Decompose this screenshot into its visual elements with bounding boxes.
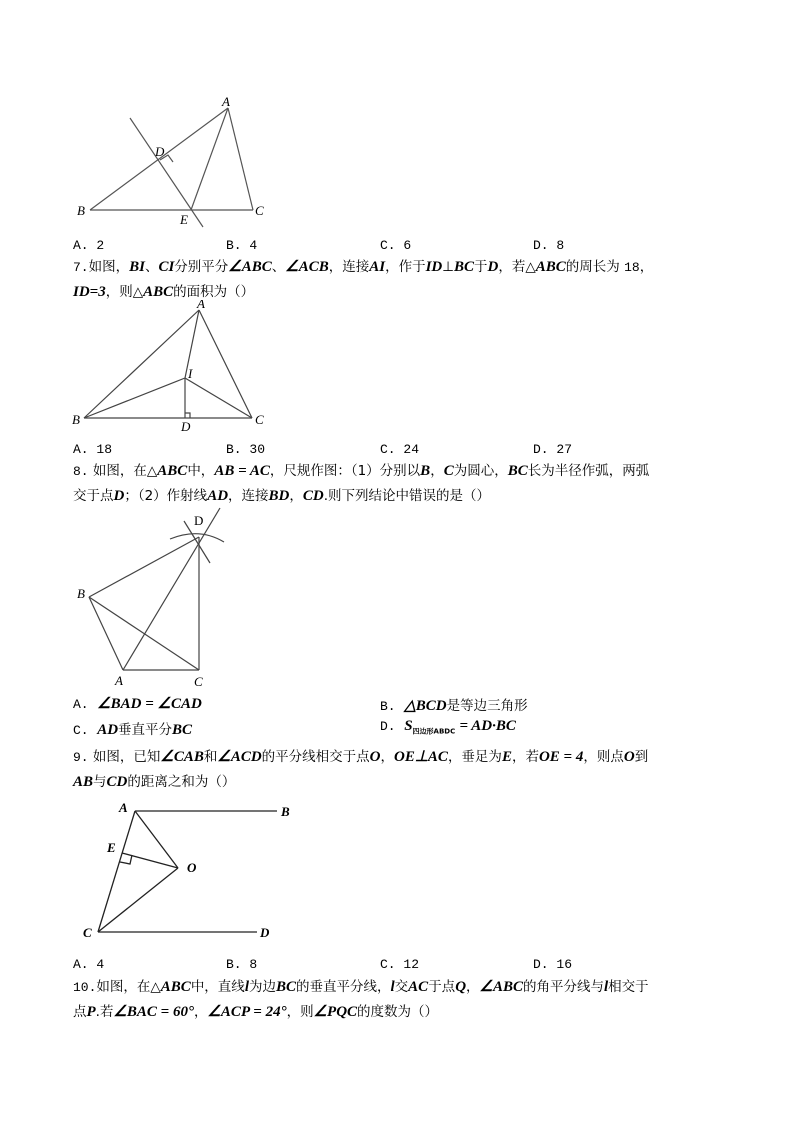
q9-label-d: D [260,925,270,940]
q8-label-a: A [115,673,123,688]
q6-label-d: D [155,144,165,159]
q7-label-b: B [72,412,80,427]
q7-figure [60,300,280,435]
q8-label-c: C [194,674,203,689]
q6-label-b: B [77,203,85,218]
q6-label-e: E [180,212,188,227]
q9-label-e: E [107,840,116,855]
q9-line-1: 9. 如图，已知∠CAB和∠ACD的平分线相交于点O，OE⊥AC，垂足为E，若OE = 4，则点O到 [73,749,649,765]
q8-label-b: B [77,586,85,601]
q8-line-2: 交于点D；（2）作射线AD，连接BD，CD.则下列结论中错误的是（） [73,488,491,504]
q6-label-a: A [222,94,230,109]
q9-line-2: AB与CD的距离之和为（） [73,774,236,790]
q9-figure [60,790,310,950]
q7-label-d: D [181,419,191,434]
question-9 [73,745,723,794]
q9-label-a: A [119,800,128,815]
q7-label-a: A [197,300,205,311]
q6-figure [60,90,280,235]
q7-line-2: ID=3，则△ABC的面积为（） [73,284,255,300]
q8-option-c[interactable]: C. AD垂直平分BC [73,722,193,738]
q8-line-1: 8. 如图，在△ABC中，AB = AC，尺规作图：（1）分别以B，C为圆心，BC长为半径作弧，两弧 [73,463,650,479]
q6-label-c: C [255,203,264,218]
q7-option-b[interactable]: B. 30 [226,442,266,457]
q9-option-c[interactable]: C. 12 [380,957,420,972]
q9-label-o: O [187,860,197,875]
q9-option-a[interactable]: A. 4 [73,957,105,972]
q7-label-c: C [255,412,264,427]
q7-option-c[interactable]: C. 24 [380,442,420,457]
q7-option-a[interactable]: A. 18 [73,442,113,457]
q10-line-1: 10.如图，在△ABC中，直线l为边BC的垂直平分线，l交AC于点Q，∠ABC的角平分线与l相交于 [73,979,649,995]
q8-option-d[interactable]: D. $S_{四边形ABDC} = AD\cdot BC$ [380,718,516,736]
q8-option-a[interactable]: A. ∠BAD = ∠CAD [73,696,202,712]
q9-option-b[interactable]: B. 8 [226,957,258,972]
q9-label-b: B [281,804,290,819]
q6-option-a[interactable]: A. 2 [73,238,105,253]
q6-option-c[interactable]: C. 6 [380,238,412,253]
q8-label-d: D [194,513,204,528]
q6-option-b[interactable]: B. 4 [226,238,258,253]
q6-option-d[interactable]: D. 8 [533,238,565,253]
question-8 [73,459,723,508]
q10-line-2: 点P.若∠BAC = 60°，∠ACP = 24°，则∠PQC的度数为（） [73,1004,439,1020]
question-10 [73,975,723,1024]
question-7 [73,255,723,304]
q7-line-1: 7.如图，BI、CI分别平分∠ABC、∠ACB，连接AI，作于ID⊥BC于D，若△ABC的周长为 18， [73,259,654,275]
q7-option-d[interactable]: D. 27 [533,442,573,457]
q9-label-c: C [83,925,92,940]
q9-option-d[interactable]: D. 16 [533,957,573,972]
q8-figure [60,505,240,690]
q8-option-b[interactable]: B. △BCD是等边三角形 [380,698,528,714]
q7-label-i: I [188,366,193,381]
